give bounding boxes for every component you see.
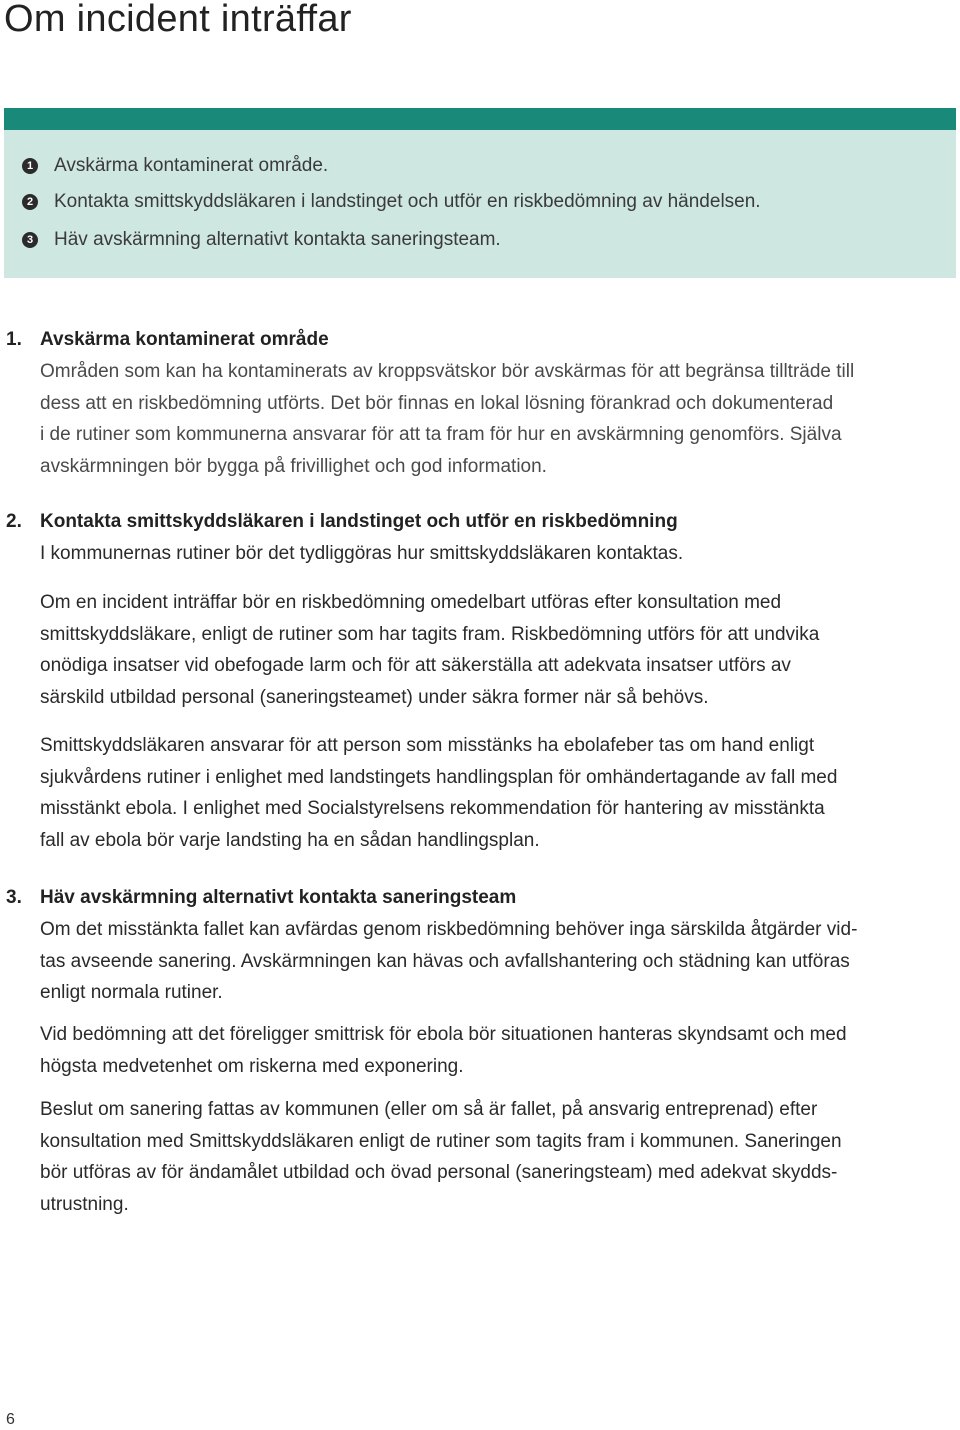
page-number: 6 [6,1411,15,1428]
summary-item-text: Avskärma kontaminerat område. [54,155,329,176]
paragraph [40,1094,956,1220]
accent-bar [4,108,956,130]
summary-item-text: Häv avskärmning alternativt kontakta saneringsteam. [54,229,501,250]
text-line: avskärmningen bör bygga på frivillighet och god information. [40,455,547,477]
text-line: Om en incident inträffar bör en riskbedömning omedelbart utföras efter konsultation med [40,592,782,613]
paragraph [40,1019,956,1082]
section-number: 1. [6,329,22,350]
paragraph [40,538,956,570]
page-title: Om incident inträffar [4,0,352,40]
text-line: tas avseende sanering. Avskärmningen kan hävas och avfallshantering och städning kan utföras [40,950,850,972]
text-line: utrustning. [40,1193,129,1215]
paragraph [40,914,956,1009]
section-title: Avskärma kontaminerat område [40,329,329,350]
text-line: Områden som kan ha kontaminerats av kroppsvätskor bör avskärmas för att begränsa tillträde till [40,361,855,382]
section-number: 3. [6,887,22,908]
number-badge: 2 [22,194,38,210]
text-line: bör utföras av för ändamålet utbildad och övad personal (saneringsteam) med adekvat skydds- [40,1162,838,1184]
text-line: sjukvårdens rutiner i enlighet med landstingets handlingsplan för omhändertagande av fall med [40,766,838,788]
text-line: högsta medvetenhet om riskerna med exponering. [40,1055,464,1077]
section-heading [0,506,960,538]
section-title: Kontakta smittskyddsläkaren i landstinget och utför en riskbedömning [40,511,678,532]
text-line: Smittskyddsläkaren ansvarar för att person som misstänks ha ebolafeber tas om hand enligt [40,735,815,756]
text-line: i de rutiner som kommunerna ansvarar för att ta fram för hur en avskärmning genomförs. Själva [40,424,842,446]
text-line: enligt normala rutiner. [40,982,223,1004]
section-title: Häv avskärmning alternativt kontakta saneringsteam [40,887,517,908]
summary-box [4,130,956,278]
text-line: Beslut om sanering fattas av kommunen (eller om så är fallet, på ansvarig entreprenad) efter [40,1099,818,1120]
text-line: I kommunernas rutiner bör det tydliggöras hur smittskyddsläkaren kontaktas. [40,543,684,564]
number-badge: 1 [22,158,38,174]
section-heading [0,324,960,356]
text-line: Vid bedömning att det föreligger smittrisk för ebola bör situationen hanteras skyndsamt och med [40,1024,847,1045]
paragraph [40,587,956,713]
section-number: 2. [6,511,22,532]
text-line: särskild utbildad personal (saneringsteamet) under säkra former när så behövs. [40,686,709,708]
section-heading [0,882,960,914]
paragraph [40,730,956,856]
text-line: smittskyddsläkare, enligt de rutiner som har tagits fram. Riskbedömning utförs för att undvika [40,623,820,645]
text-line: konsultation med Smittskyddsläkaren enligt de rutiner som tagits fram i kommunen. Saneringen [40,1130,842,1152]
text-line: misstänkt ebola. I enlighet med Socialstyrelsens rekommendation för hantering av misstänkta [40,798,825,820]
text-line: fall av ebola bör varje landsting ha en sådan handlingsplan. [40,829,540,851]
text-line: dess att en riskbedömning utförts. Det bör finnas en lokal lösning förankrad och dokumenterad [40,392,834,414]
number-badge: 3 [22,232,38,248]
text-line: onödiga insatser vid obefogade larm och för att säkerställa att adekvata insatser utförs av [40,655,791,677]
paragraph [40,356,956,482]
summary-item-text: Kontakta smittskyddsläkaren i landstinget och utför en riskbedömning av händelsen. [54,191,761,212]
text-line: Om det misstänkta fallet kan avfärdas genom riskbedömning behöver inga särskilda åtgärder vid- [40,919,858,940]
